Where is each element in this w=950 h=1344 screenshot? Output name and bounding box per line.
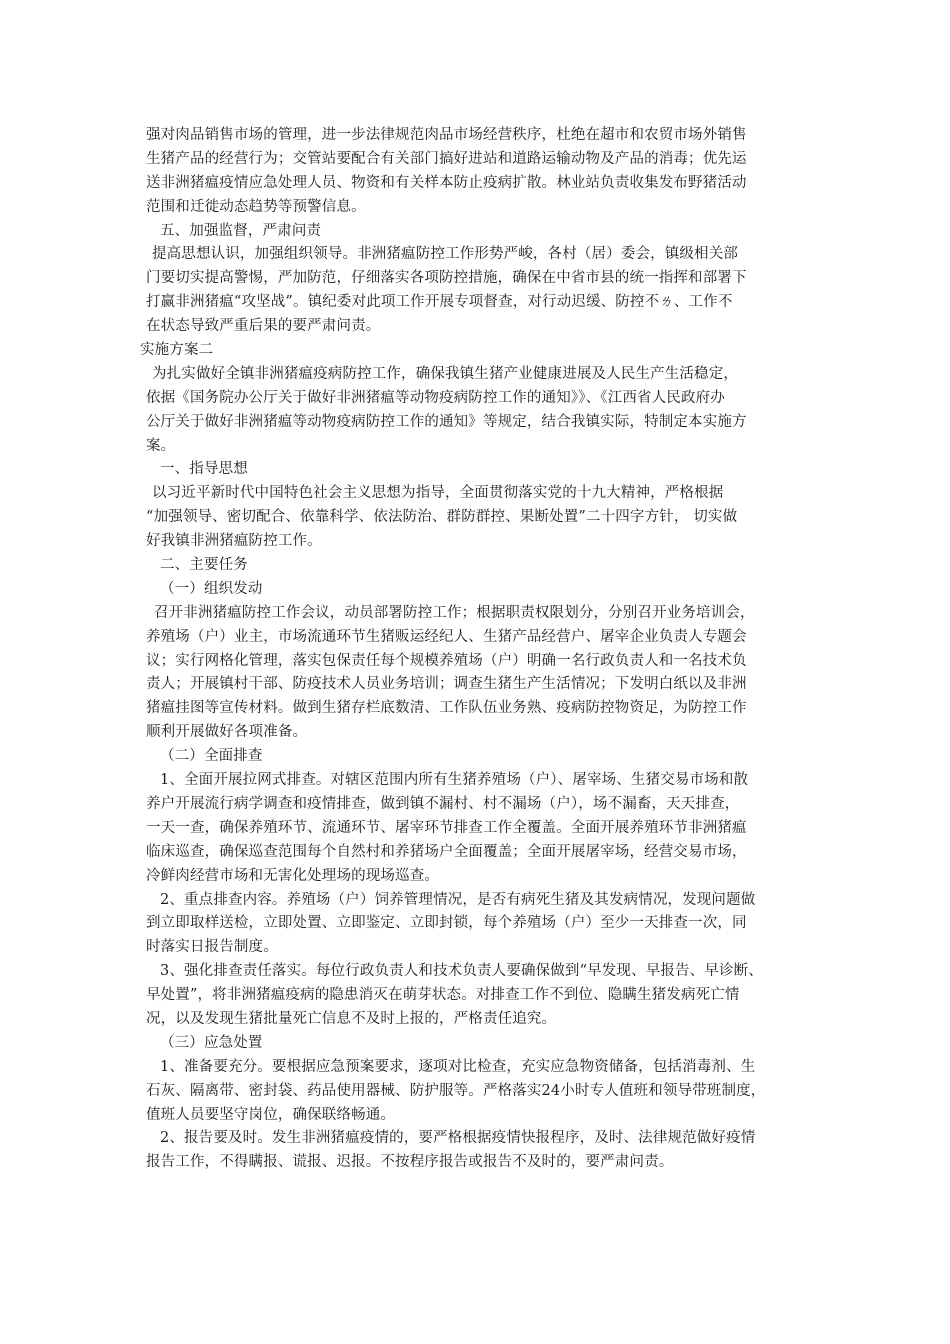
- text-line: 提高思想认识，加强组织领导。非洲猪瘟防控工作形势严峻，各村（居）委会，镇级相关部: [152, 246, 738, 263]
- text-line: 2、报告要及时。发生非洲猪瘟疫情的，要严格根据疫情快报程序，及时、法律规范做好疫情: [160, 1130, 756, 1147]
- text-line: （二）全面排查: [160, 748, 263, 765]
- text-line: 案。: [146, 437, 176, 454]
- text-line: 二、主要任务: [160, 557, 248, 574]
- text-line: 以习近平新时代中国特色社会主义思想为指导，全面贯彻落实党的十九大精神，严格根据: [152, 485, 724, 502]
- text-line: 召开非洲猪瘟防控工作会议，动员部署防控工作；根据职责权限划分，分别召开业务培训会，: [154, 604, 755, 621]
- text-line: 为扎实做好全镇非洲猪瘟疫病防控工作，确保我镇生猪产业健康进展及人民生产生活稳定，: [152, 365, 738, 382]
- text-line: 依据《国务院办公厅关于做好非洲猪瘟等动物疫病防控工作的通知》》、《江西省人民政府办: [146, 389, 725, 406]
- text-line: 送非洲猪瘟疫情应急处理人员、物资和有关样本防止疫病扩散。林业站负责收集发布野猪活动: [146, 174, 747, 191]
- text-line: 到立即取样送检，立即处置、立即鉴定、立即封锁，每个养殖场（户）至少一天排查一次，同: [146, 915, 747, 932]
- text-line: 打赢非洲猪瘟“攻坚战”。镇纪委对此项工作开展专项督查，对行动迟缓、防控不ㄌ、工作不: [146, 294, 733, 311]
- text-line: 3、强化排查责任落实。每位行政负责人和技术负责人要确保做到“早发现、早报告、早诊断、: [160, 963, 763, 980]
- text-line: 门要切实提高警惕，严加防范，仔细落实各项防控措施，确保在中省市县的统一指挥和部署下: [146, 270, 747, 287]
- text-line: 实施方案二: [140, 342, 214, 359]
- text-line: “加强领导、密切配合、依靠科学、依法防治、群防群控、果断处置”二十四字方针， 切实做: [146, 509, 738, 526]
- text-line: 在状态导致严重后果的要严肃问责。: [146, 318, 381, 335]
- text-line: 议；实行网格化管理，落实包保责任每个规模养殖场（户）明确一名行政负责人和一名技术负: [146, 652, 747, 669]
- text-line: 报告工作，不得瞒报、谎报、迟报。不按程序报告或报告不及时的，要严肃问责。: [146, 1154, 674, 1171]
- text-line: 猪瘟挂图等宣传材料。做到生猪存栏底数清、工作队伍业务熟、疫病防控物资足，为防控工作: [146, 700, 747, 717]
- text-line: 1、全面开展拉网式排查。对辖区范围内所有生猪养殖场（户）、屠宰场、生猪交易市场和散: [160, 772, 749, 789]
- text-line: 五、加强监督，严肃问责: [160, 222, 322, 239]
- text-line: 值班人员要坚守岗位，确保联络畅通。: [146, 1106, 396, 1123]
- text-line: 一天一查，确保养殖环节、流通环节、屠宰环节排查工作全覆盖。全面开展养殖环节非洲猪瘟: [146, 819, 747, 836]
- text-line: 责人；开展镇村干部、防疫技术人员业务培训；调查生猪生产生活情况；下发明白纸以及非洲: [146, 676, 747, 693]
- text-line: 冷鲜肉经营市场和无害化处理场的现场巡查。: [146, 867, 439, 884]
- text-line: 一、指导思想: [160, 461, 248, 478]
- text-line: 养户开展流行病学调查和疫情排查，做到镇不漏村、村不漏场（户），场不漏畜，天天排查，: [146, 795, 740, 812]
- text-line: 石灰、隔离带、密封袋、药品使用器械、防护服等。严格落实24小时专人值班和领导带班制度，: [146, 1082, 766, 1099]
- text-line: 1、准备要充分。要根据应急预案要求，逐项对比检查，充实应急物资储备，包括消毒剂、生: [160, 1058, 756, 1075]
- text-line: 公厅关于做好非洲猪瘟等动物疫病防控工作的通知》等规定，结合我镇实际，特制定本实施方: [146, 413, 747, 430]
- text-line: 临床巡查，确保巡查范围每个自然村和养猪场户全面覆盖；全面开展屠宰场，经营交易市场，: [146, 843, 747, 860]
- text-line: 养殖场（户）业主，市场流通环节生猪贩运经纪人、生猪产品经营户、屠宰企业负责人专题会: [146, 628, 747, 645]
- text-line: 况，以及发现生猪批量死亡信息不及时上报的，严格责任追究。: [146, 1010, 557, 1027]
- text-line: 好我镇非洲猪瘟防控工作。: [146, 533, 322, 550]
- text-line: 生猪产品的经营行为；交管站要配合有关部门搞好进站和道路运输动物及产品的消毒；优先运: [146, 150, 747, 167]
- text-line: （三）应急处置: [160, 1034, 263, 1051]
- text-line: 早处置”，将非洲猪瘟疫病的隐患消灭在萌芽状态。对排查工作不到位、隐瞒生猪发病死亡情: [146, 987, 740, 1004]
- text-line: 时落实日报告制度。: [146, 939, 278, 956]
- text-line: 范围和迁徙动态趋势等预警信息。: [146, 198, 366, 215]
- text-line: 强对肉品销售市场的管理，进一步法律规范肉品市场经营秩序，杜绝在超市和农贸市场外销售: [146, 127, 747, 143]
- document-body: [140, 124, 810, 1175]
- text-line: 2、重点排查内容。养殖场（户）饲养管理情况，是否有病死生猪及其发病情况，发现问题做: [160, 891, 756, 908]
- text-line: 顺利开展做好各项准备。: [146, 724, 308, 741]
- text-line: （一）组织发动: [160, 580, 263, 597]
